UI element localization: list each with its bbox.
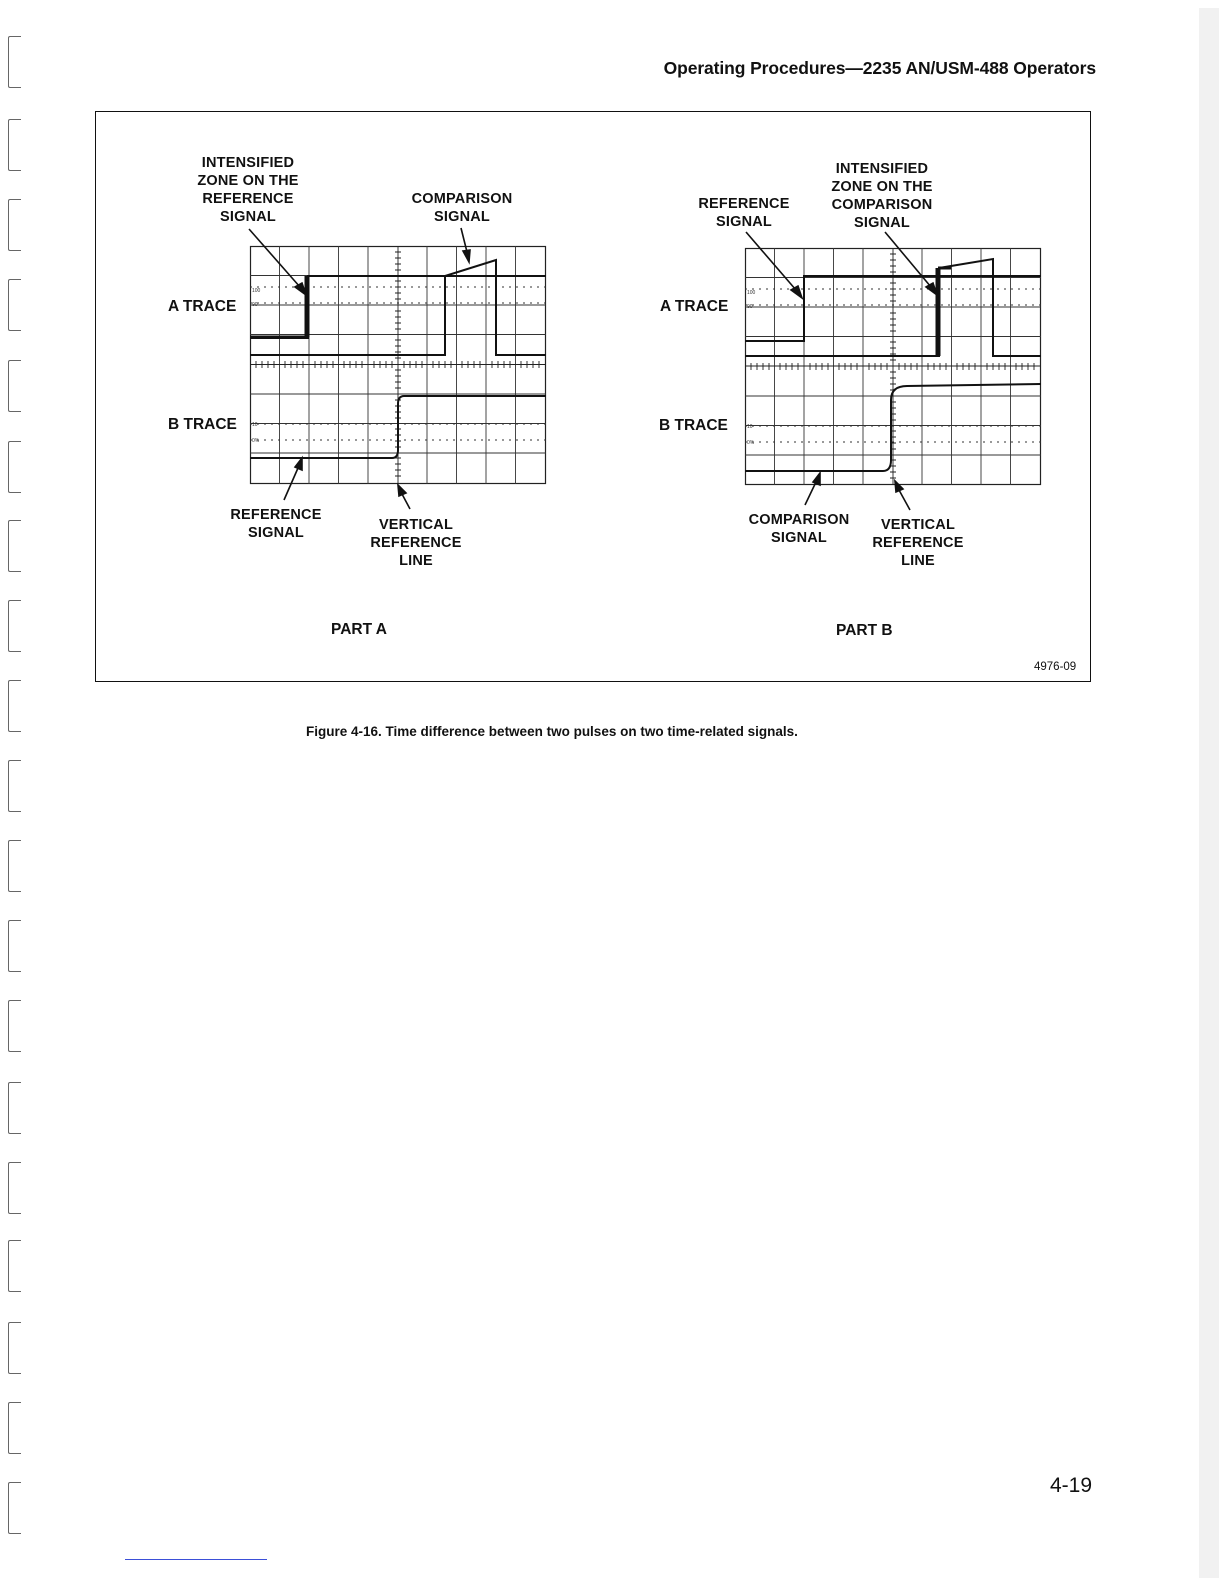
svg-text:90: 90 [747, 304, 753, 310]
binder-hole [8, 760, 30, 816]
svg-text:100: 100 [747, 290, 756, 296]
part-b-callout-reference-signal: REFERENCE SIGNAL [698, 196, 790, 230]
part-a-callout-intensified-zone: INTENSIFIED ZONE ON THE REFERENCE SIGNAL [197, 155, 299, 225]
bottom-rule [125, 1559, 267, 1560]
svg-text:10: 10 [252, 422, 258, 428]
figure-caption: Figure 4-16. Time difference between two pulses on two time-related signals. [306, 724, 798, 739]
svg-text:10: 10 [747, 424, 753, 430]
svg-text:0%: 0% [747, 440, 755, 446]
part-b-a-trace-label: A TRACE [660, 298, 729, 315]
part-a-callout-vertical-reference-line: VERTICAL REFERENCE LINE [370, 517, 462, 569]
binder-hole [8, 920, 30, 976]
binder-hole [8, 1482, 30, 1538]
part-a-a-trace-label: A TRACE [168, 298, 237, 315]
part-b-callout-vertical-reference-line: VERTICAL REFERENCE LINE [872, 517, 964, 569]
binder-hole [8, 1240, 30, 1296]
part-a-callout-comparison-signal: COMPARISON SIGNAL [411, 191, 513, 225]
binder-hole [8, 1322, 30, 1378]
part-b-callout-arrows [0, 0, 1224, 700]
part-a-callout-reference-signal: REFERENCE SIGNAL [230, 507, 322, 541]
binder-hole [8, 840, 30, 896]
part-a-b-trace-label: B TRACE [168, 416, 237, 433]
part-b-callout-comparison-signal: COMPARISON SIGNAL [748, 512, 850, 546]
binder-hole [8, 1402, 30, 1458]
part-b-label: PART B [836, 622, 893, 639]
binder-hole [8, 1000, 30, 1056]
running-header: Operating Procedures—2235 AN/USM-488 Operators [663, 58, 1096, 78]
binder-hole [8, 1082, 30, 1138]
svg-text:0%: 0% [252, 438, 260, 444]
part-b-b-trace-label: B TRACE [659, 417, 728, 434]
figure-id: 4976-09 [1034, 661, 1077, 673]
part-a-label: PART A [331, 621, 387, 638]
svg-text:100: 100 [252, 288, 261, 294]
part-b-callout-intensified-zone: INTENSIFIED ZONE ON THE COMPARISON SIGNAL [831, 161, 933, 231]
page-number: 4-19 [1050, 1474, 1093, 1497]
binder-hole [8, 1162, 30, 1218]
svg-text:90: 90 [252, 302, 258, 308]
